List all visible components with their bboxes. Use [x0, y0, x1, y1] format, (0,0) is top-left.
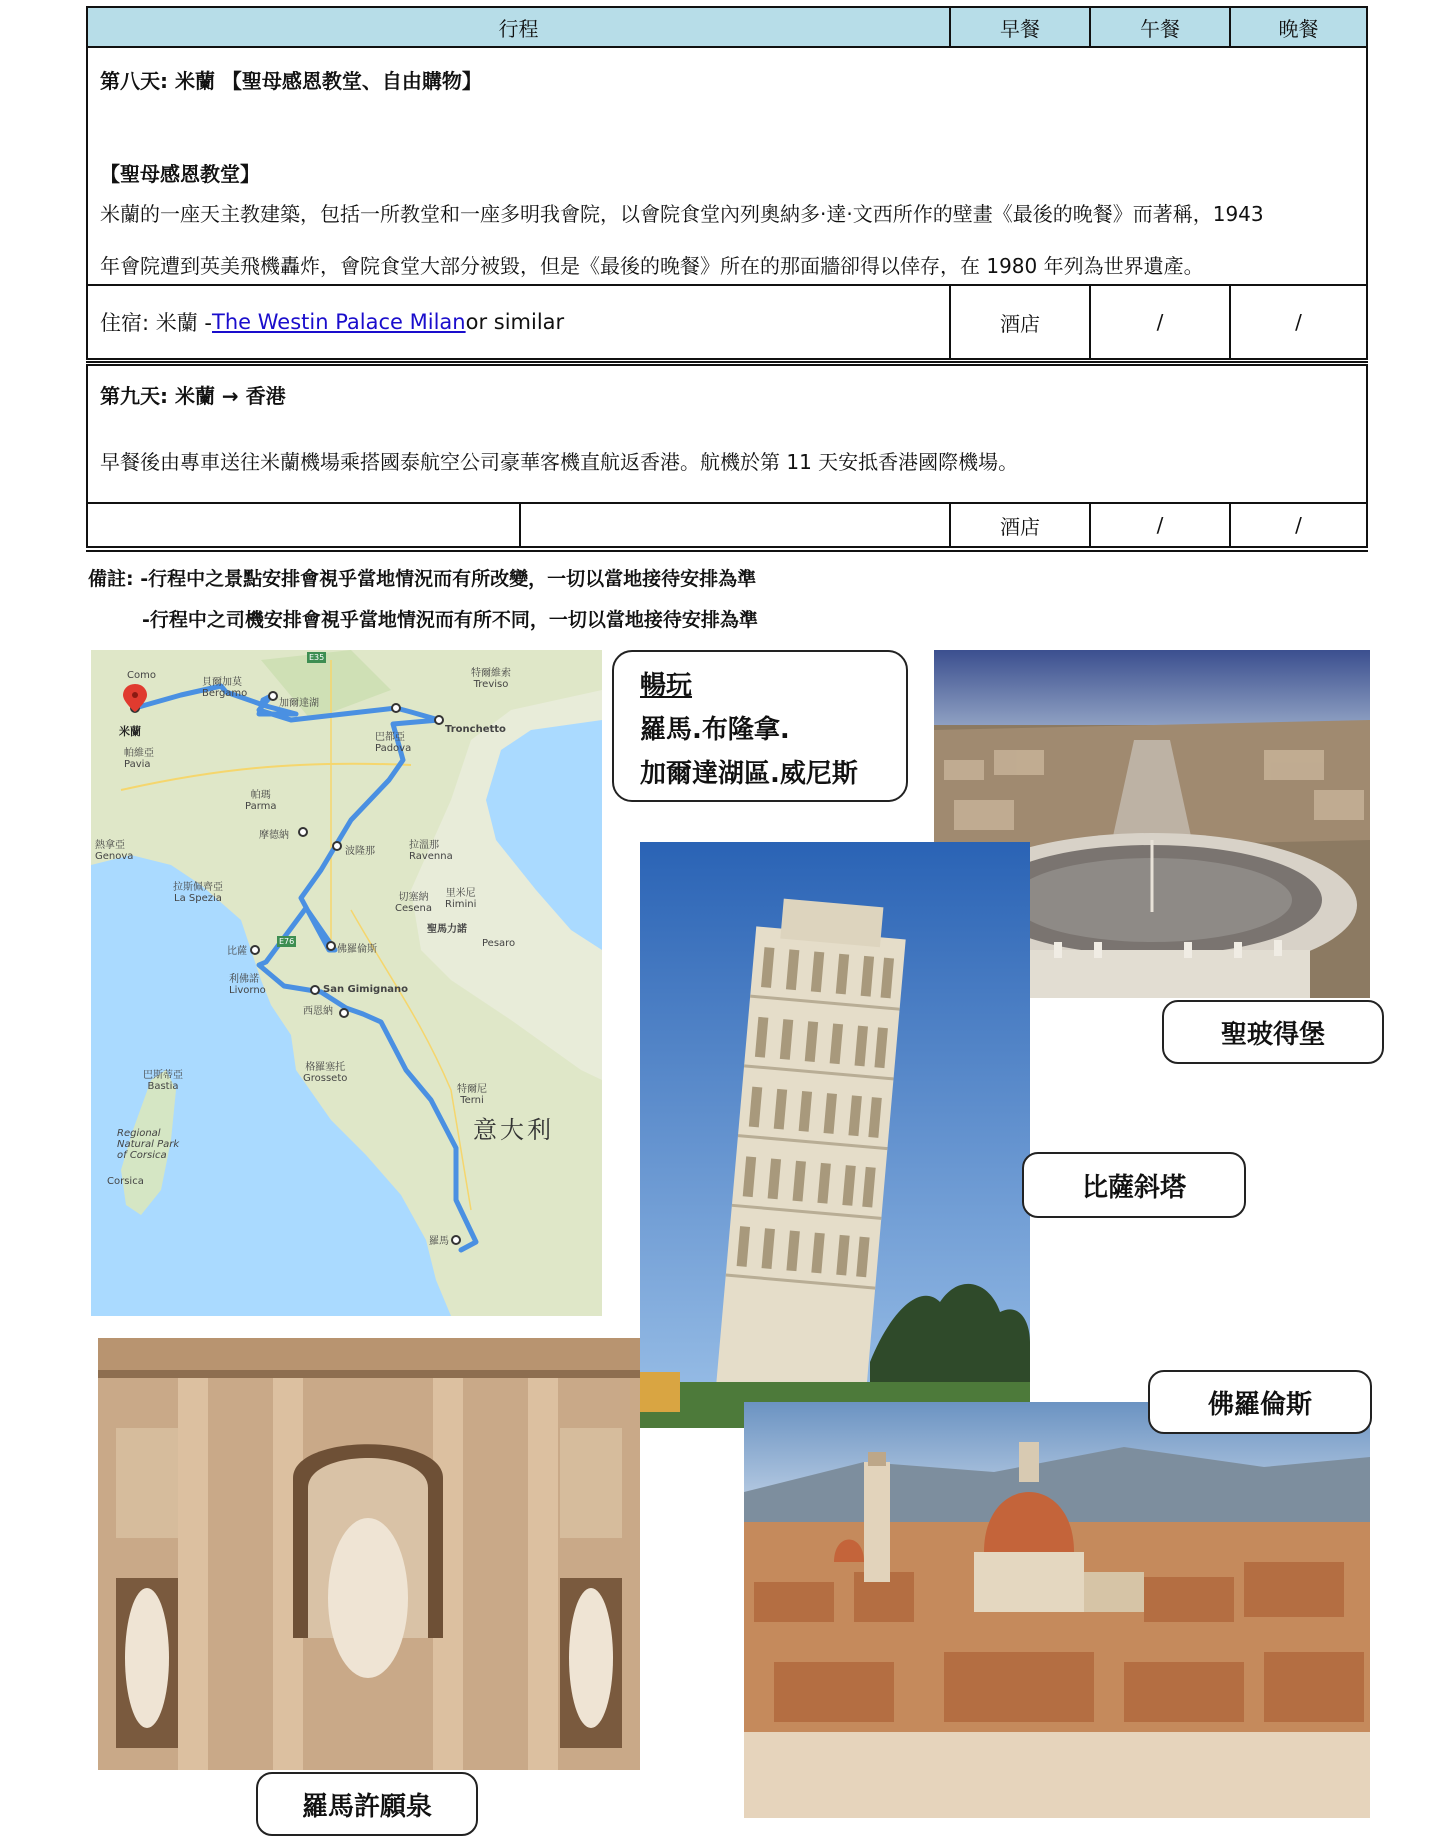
map-label-grosseto: 格羅塞托 Grosseto	[303, 1062, 348, 1084]
map-label-pisa: 比薩	[227, 946, 247, 957]
map-label-padova: 巴都亞 Padova	[375, 732, 412, 754]
map-label-modena: 摩德納	[259, 830, 289, 841]
map-country-label: 意大利	[473, 1116, 554, 1144]
day8-breakfast: 酒店	[949, 286, 1089, 358]
map-label-garda: 加爾達湖	[279, 698, 319, 709]
highlight-line2: 羅馬.布隆拿.	[640, 715, 790, 745]
day9-row	[86, 364, 1368, 504]
caption-pisa: 比薩斜塔	[1022, 1152, 1246, 1218]
map-label-rimini: 里米尼 Rimini	[445, 888, 477, 910]
map-label-sanmarino: 聖馬力諾	[427, 924, 467, 935]
map-label-corsica-park: Regional Natural Park of Corsica	[117, 1128, 180, 1161]
header-itinerary: 行程	[498, 16, 539, 41]
remark-line1: 備註: -行程中之景點安排會視乎當地情況而有所改變，一切以當地接待安排為準	[88, 568, 757, 590]
map-label-sangimignano: San Gimignano	[323, 984, 409, 995]
map-label-laspezia: 拉斯佩齊亞 La Spezia	[173, 882, 223, 904]
day9-desc: 早餐後由專車送往米蘭機場乘搭國泰航空公司豪華客機直航返香港。航機於第 11 天安抵香港國際機場。	[100, 450, 1019, 474]
caption-vatican: 聖玻得堡	[1162, 1000, 1384, 1064]
map-label-cesena: 切塞納 Cesena	[395, 892, 432, 914]
map-label-e35: E35	[309, 653, 325, 662]
day9-dinner: /	[1229, 504, 1366, 546]
photo-florence	[744, 1402, 1370, 1818]
caption-trevi: 羅馬許願泉	[256, 1772, 478, 1836]
header-breakfast: 早餐	[949, 8, 1089, 46]
lodging-prefix: 住宿: 米蘭 -	[100, 311, 213, 335]
hotel-link[interactable]: The Westin Palace Milan	[212, 310, 466, 334]
map-label-parma: 帕瑪 Parma	[245, 790, 277, 812]
day9-breakfast: 酒店	[949, 504, 1089, 546]
map-label-rome: 羅馬	[429, 1236, 449, 1247]
lodging-suffix: or similar	[465, 310, 565, 334]
day8-lodging	[100, 286, 564, 358]
map-label-corsica: Corsica	[107, 1176, 144, 1187]
table-header	[86, 6, 1368, 48]
highlight-line1: 暢玩	[640, 671, 693, 701]
day8-desc-line2: 年會院遭到英美飛機轟炸，會院食堂大部分被毀，但是《最後的晚餐》所在的那面牆卻得以倖存，在 1980 年列為世界遺產。	[100, 254, 1204, 278]
map-label-treviso: 特爾維索 Treviso	[471, 668, 511, 690]
route-map	[91, 650, 602, 1316]
day8-dinner: /	[1229, 286, 1366, 358]
photo-trevi	[98, 1338, 640, 1770]
day8-row	[86, 48, 1368, 284]
header-lunch: 午餐	[1089, 8, 1229, 46]
day8-lunch: /	[1089, 286, 1229, 358]
day9-meals-row	[86, 502, 1368, 548]
photo-pisa	[640, 842, 1030, 1428]
highlight-callout	[612, 650, 908, 802]
map-label-ravenna: 拉溫那 Ravenna	[409, 840, 453, 862]
map-label-e76: E76	[279, 937, 295, 946]
caption-florence: 佛羅倫斯	[1148, 1370, 1372, 1434]
map-label-bologna: 波隆那	[345, 846, 375, 857]
day8-desc-line1: 米蘭的一座天主教建築，包括一所教堂和一座多明我會院，以會院食堂內列奧納多·達·文西所作的壁畫《最後的晚餐》而著稱，1943	[100, 202, 1264, 226]
map-graphic	[91, 650, 602, 1316]
day9-empty-cell	[519, 504, 949, 546]
trevi-image	[98, 1338, 640, 1770]
map-label-bastia: 巴斯蒂亞 Bastia	[143, 1070, 183, 1092]
map-label-como: Como	[127, 670, 156, 681]
map-label-bergamo: 貝爾加莫 Bergamo	[202, 677, 248, 699]
map-label-tronchetto: Tronchetto	[445, 724, 506, 735]
day9-lunch: /	[1089, 504, 1229, 546]
map-label-terni: 特爾尼 Terni	[457, 1084, 487, 1106]
bottom-rule	[86, 550, 1368, 552]
remark-line2: -行程中之司機安排會視乎當地情況而有所不同，一切以當地接待安排為準	[142, 609, 758, 631]
day8-section-title: 【聖母感恩教堂】	[100, 162, 260, 186]
header-dinner: 晚餐	[1229, 8, 1366, 46]
florence-image	[744, 1402, 1370, 1818]
map-label-pavia: 帕維亞 Pavia	[124, 748, 154, 770]
map-label-milan: 米蘭	[119, 725, 141, 738]
map-label-livorno: 利佛諾 Livorno	[229, 974, 266, 996]
highlight-line3: 加爾達湖區.威尼斯	[640, 759, 858, 789]
day9-title: 第九天: 米蘭 → 香港	[100, 384, 286, 408]
map-label-siena: 西恩納	[303, 1006, 333, 1017]
map-label-florence: 佛羅倫斯	[337, 944, 377, 955]
map-label-genova: 熱拿亞 Genova	[95, 840, 134, 862]
day8-title: 第八天: 米蘭 【聖母感恩教堂、自由購物】	[100, 69, 482, 93]
map-label-pesaro: Pesaro	[482, 938, 516, 949]
day8-lodging-row	[86, 284, 1368, 360]
pisa-image	[640, 842, 1030, 1428]
